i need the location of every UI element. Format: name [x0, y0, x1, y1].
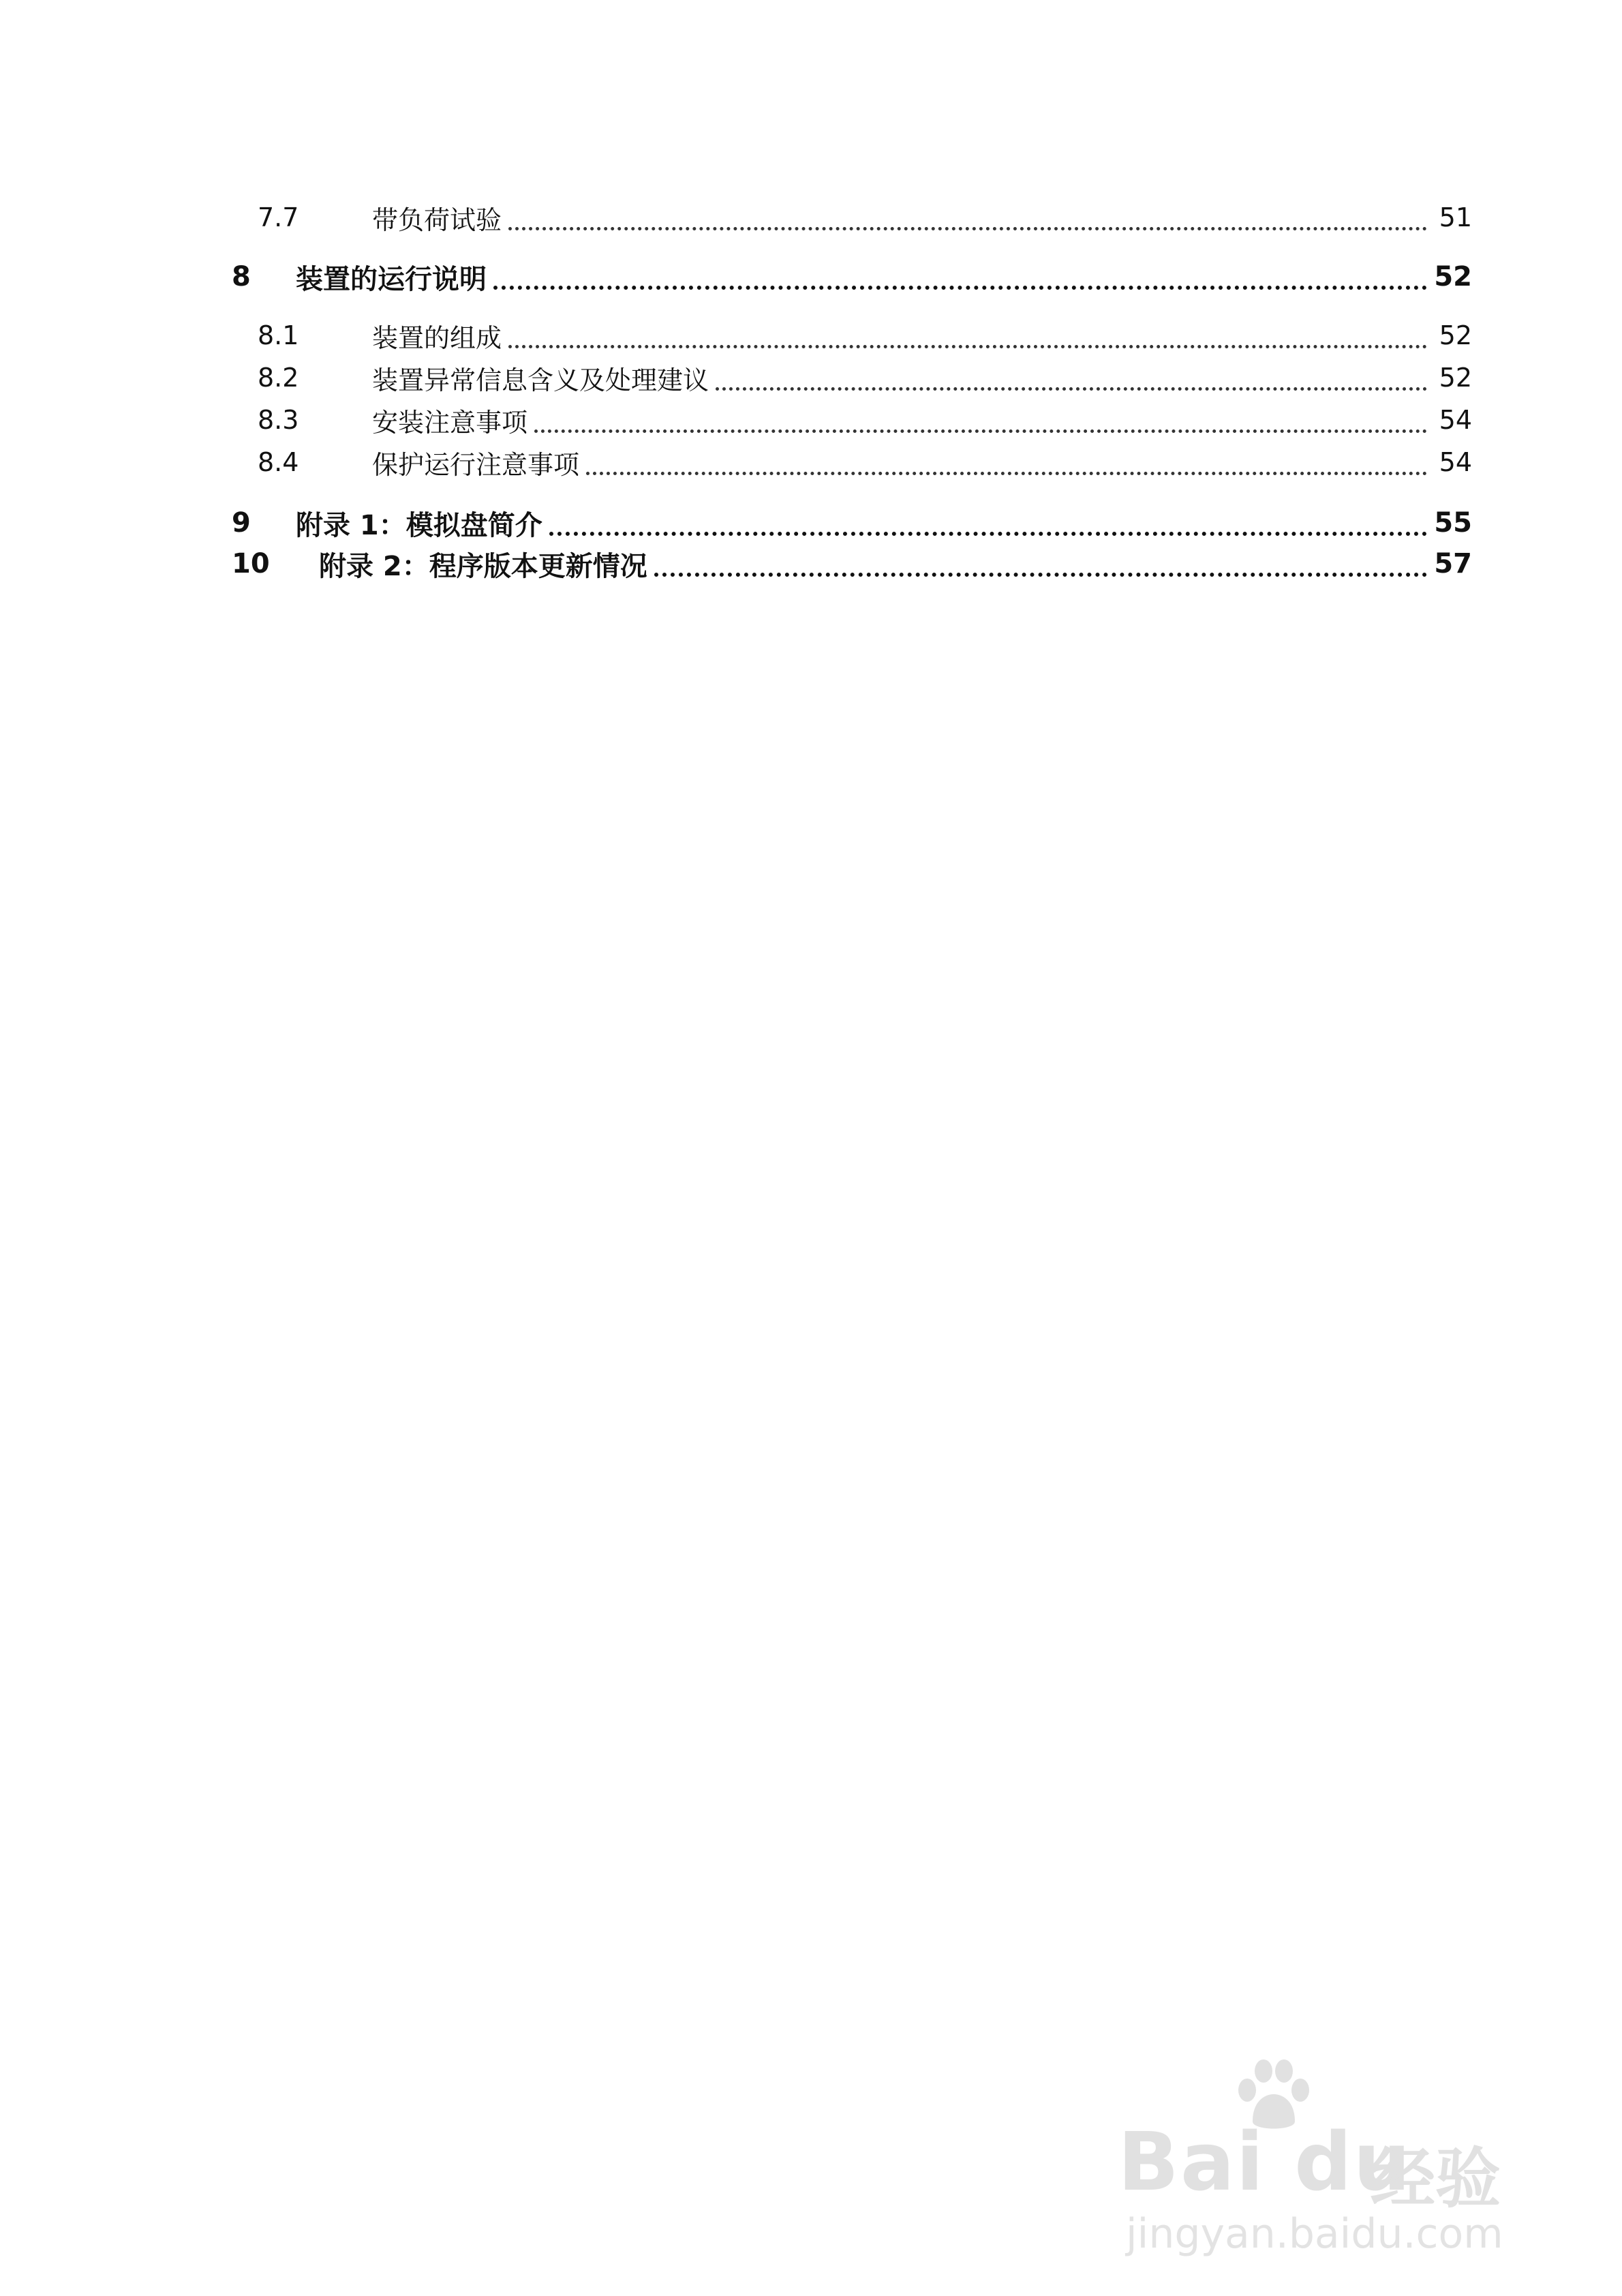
- toc-entry-number: 8.2: [258, 363, 299, 393]
- toc-entry-number: 9: [232, 507, 251, 539]
- toc-entry-title: 附录 1：模拟盘简介: [296, 509, 542, 541]
- toc-entry-title: 安装注意事项: [372, 407, 528, 438]
- watermark-url: jingyan.baidu.com: [1126, 2210, 1503, 2258]
- toc-leader-dots: [549, 532, 1427, 536]
- baidu-jingyan-watermark: [1118, 2059, 1527, 2256]
- toc-entry-page: 52: [1439, 363, 1472, 393]
- watermark-brand: Bai du: [1118, 2115, 1412, 2209]
- toc-entry-title: 装置的运行说明: [296, 263, 487, 295]
- toc-entry-8-3[interactable]: [232, 398, 1472, 442]
- toc-entry-page: 54: [1439, 405, 1472, 435]
- toc-entry-number: 10: [232, 548, 270, 579]
- toc-entry-8-4[interactable]: [232, 440, 1472, 484]
- toc-entry-10[interactable]: [232, 542, 1472, 586]
- toc-entry-title: 装置异常信息含义及处理建议: [372, 365, 709, 395]
- toc-entry-page: 51: [1439, 202, 1472, 232]
- toc-leader-dots: [508, 227, 1427, 230]
- toc-entry-9[interactable]: [232, 501, 1472, 545]
- toc-entry-title: 保护运行注意事项: [372, 449, 580, 480]
- toc-leader-dots: [508, 345, 1427, 348]
- toc-entry-title: 带负荷试验: [372, 205, 502, 235]
- toc-entry-8[interactable]: [232, 255, 1472, 299]
- toc-entry-8-2[interactable]: [232, 356, 1472, 399]
- toc-entry-title: 附录 2：程序版本更新情况: [319, 550, 647, 582]
- toc-leader-dots: [716, 387, 1427, 391]
- toc-leader-dots: [586, 472, 1427, 475]
- watermark-cn-text: 经验: [1370, 2141, 1501, 2217]
- toc-entry-page: 54: [1439, 447, 1472, 477]
- toc-entry-page: 52: [1434, 261, 1472, 292]
- toc-leader-dots: [534, 429, 1427, 433]
- toc-leader-dots: [654, 573, 1427, 577]
- toc-entry-number: 8: [232, 261, 251, 292]
- toc-leader-dots: [493, 286, 1427, 290]
- toc-entry-page: 52: [1439, 320, 1472, 350]
- toc-entry-number: 8.4: [258, 447, 299, 477]
- toc-entry-page: 57: [1434, 548, 1472, 579]
- toc-entry-page: 55: [1434, 507, 1472, 539]
- toc-entry-number: 8.1: [258, 320, 299, 350]
- toc-entry-7-7[interactable]: [232, 196, 1472, 239]
- toc-entry-title: 装置的组成: [372, 322, 502, 353]
- toc-entry-number: 7.7: [258, 202, 299, 232]
- toc-entry-8-1[interactable]: [232, 314, 1472, 357]
- toc-entry-number: 8.3: [258, 405, 299, 435]
